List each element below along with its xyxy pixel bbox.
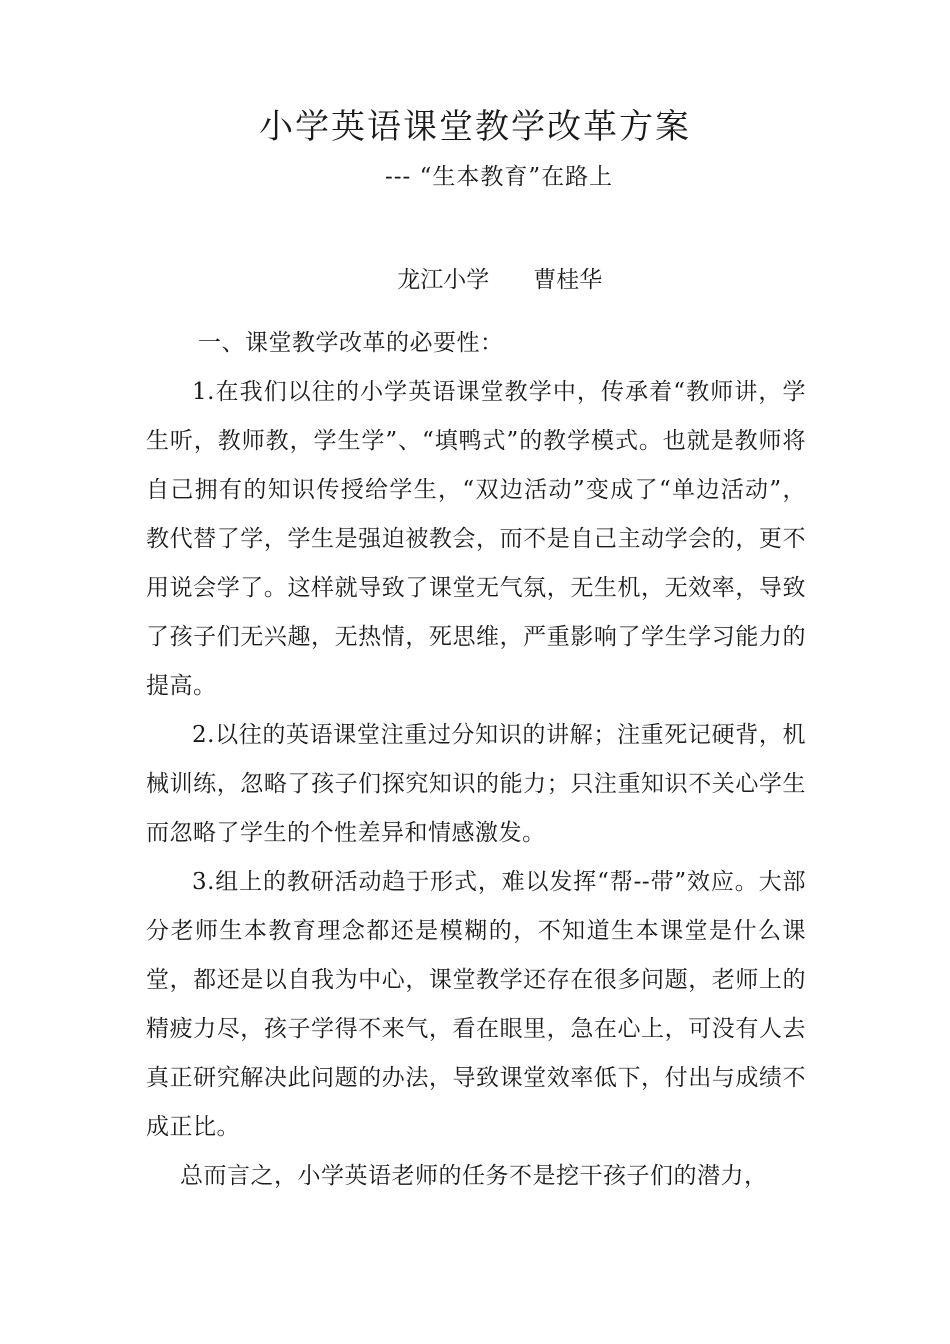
summary-paragraph: 总而言之，小学英语老师的任务不是挖干孩子们的潜力， — [180, 1163, 768, 1189]
paragraph: 2.以往的英语课堂注重过分知识的讲解；注重死记硬背，机械训练，忽略了孩子们探究知识的能力；只注重知识不关心学生而忽略了学生的个性差异和情感激发。 — [146, 722, 806, 846]
paragraph: 3.组上的教研活动趋于形式，难以发挥“帮--带”效应。大部分老师生本教育理念都还是模糊的，不知道生本课堂是什么课堂，都还是以自我为中心，课堂教学还存在很多问题，老师上的精疲力尽，孩子学得不来气，看在眼里，急在心上，可没有人去真正研究解决此问题的办法，导致课堂效率低下，付出与成绩不成正比。 — [146, 869, 806, 1140]
author-name: 曹桂华 — [533, 267, 603, 293]
section-heading: 一、课堂教学改革的必要性： — [198, 330, 504, 356]
document-title: 小学英语课堂教学改革方案 — [259, 107, 691, 147]
paragraph: 1.在我们以往的小学英语课堂教学中，传承着“教师讲，学生听，教师教，学生学”、“填鸭式”的教学模式。也就是教师将自己拥有的知识传授给学生，“双边活动”变成了“单边活动”，教代替了学，学生是强迫被教会，而不是自己主动学会的，更不用说会学了。这样就导致了课堂无气氛，无生机，无效率，导致了孩子们无兴趣，无热情，死思维，严重影响了学生学习能力的提高。 — [146, 379, 806, 699]
document-body — [146, 319, 806, 1201]
author-school: 龙江小学 — [397, 267, 490, 293]
document-subtitle: --- “生本教育”在路上 — [385, 164, 614, 190]
author-line — [368, 229, 602, 331]
